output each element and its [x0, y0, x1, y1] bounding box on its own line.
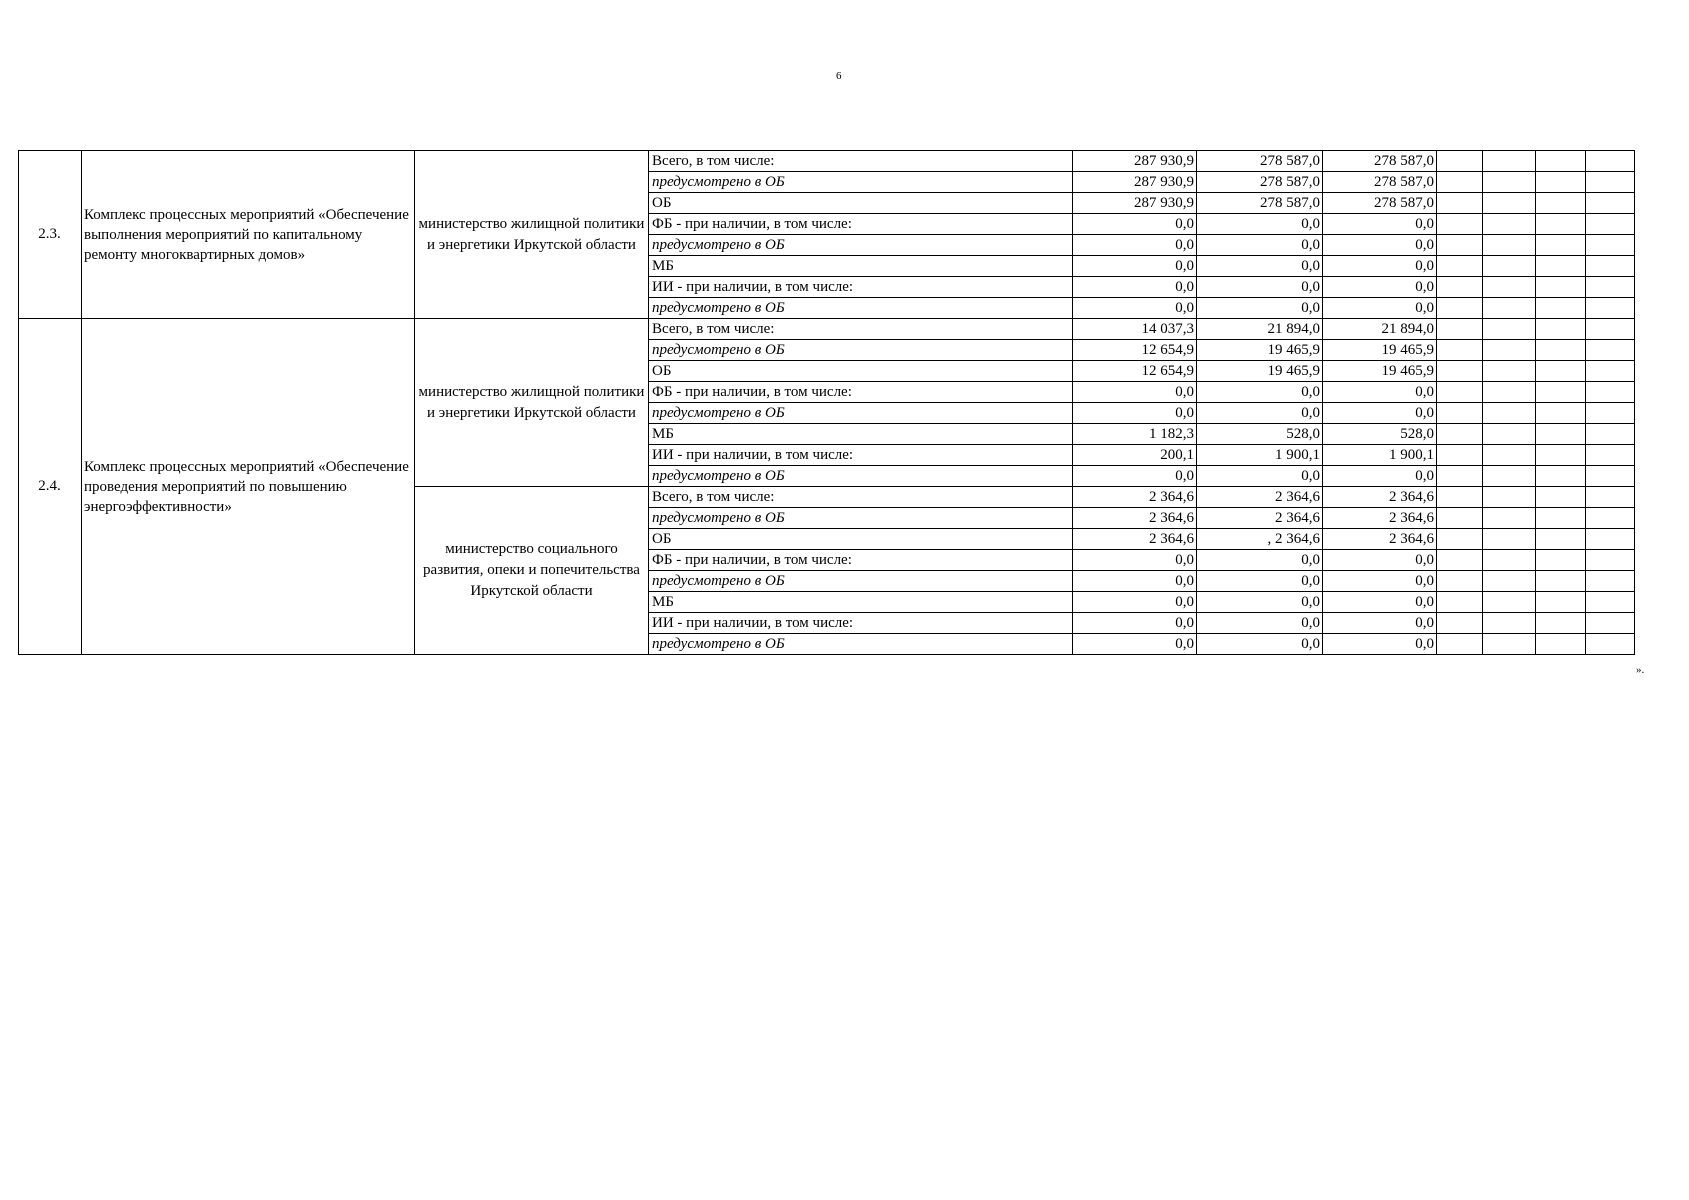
empty-cell: [1586, 445, 1635, 466]
funding-value-year-3: 2 364,6: [1323, 487, 1437, 508]
empty-cell: [1483, 592, 1536, 613]
funding-value-year-3: 0,0: [1323, 466, 1437, 487]
funding-source: МБ: [649, 424, 1073, 445]
empty-cell: [1483, 508, 1536, 529]
empty-cell: [1437, 508, 1483, 529]
empty-cell: [1437, 613, 1483, 634]
funding-value-year-2: 1 900,1: [1197, 445, 1323, 466]
empty-cell: [1586, 340, 1635, 361]
empty-cell: [1586, 361, 1635, 382]
empty-cell: [1483, 256, 1536, 277]
funding-value-year-3: 0,0: [1323, 613, 1437, 634]
responsible-executor: министерство жилищной политики и энергетики Иркутской области: [415, 319, 649, 487]
funding-value-year-2: 0,0: [1197, 214, 1323, 235]
section-number: 2.3.: [19, 151, 82, 319]
empty-cell: [1536, 466, 1586, 487]
empty-cell: [1536, 193, 1586, 214]
funding-value-year-1: 0,0: [1073, 277, 1197, 298]
empty-cell: [1586, 424, 1635, 445]
empty-cell: [1483, 172, 1536, 193]
funding-value-year-1: 287 930,9: [1073, 193, 1197, 214]
empty-cell: [1536, 277, 1586, 298]
empty-cell: [1437, 424, 1483, 445]
funding-value-year-1: 0,0: [1073, 298, 1197, 319]
empty-cell: [1483, 424, 1536, 445]
funding-value-year-1: 0,0: [1073, 466, 1197, 487]
empty-cell: [1586, 319, 1635, 340]
empty-cell: [1586, 613, 1635, 634]
empty-cell: [1536, 319, 1586, 340]
funding-source: Всего, в том числе:: [649, 319, 1073, 340]
empty-cell: [1536, 571, 1586, 592]
funding-value-year-2: 19 465,9: [1197, 361, 1323, 382]
section-number: 2.4.: [19, 319, 82, 655]
empty-cell: [1437, 634, 1483, 655]
funding-value-year-1: 0,0: [1073, 634, 1197, 655]
empty-cell: [1437, 445, 1483, 466]
funding-source: предусмотрено в ОБ: [649, 340, 1073, 361]
empty-cell: [1536, 487, 1586, 508]
empty-cell: [1483, 613, 1536, 634]
funding-value-year-1: 200,1: [1073, 445, 1197, 466]
funding-value-year-3: 0,0: [1323, 256, 1437, 277]
funding-source: ОБ: [649, 361, 1073, 382]
empty-cell: [1586, 508, 1635, 529]
funding-value-year-3: 0,0: [1323, 298, 1437, 319]
funding-value-year-1: 1 182,3: [1073, 424, 1197, 445]
funding-value-year-2: 278 587,0: [1197, 193, 1323, 214]
funding-source: предусмотрено в ОБ: [649, 403, 1073, 424]
empty-cell: [1483, 550, 1536, 571]
funding-value-year-2: 0,0: [1197, 592, 1323, 613]
funding-value-year-1: 14 037,3: [1073, 319, 1197, 340]
funding-source: предусмотрено в ОБ: [649, 235, 1073, 256]
empty-cell: [1437, 277, 1483, 298]
funding-value-year-3: 0,0: [1323, 214, 1437, 235]
empty-cell: [1437, 193, 1483, 214]
funding-value-year-2: 0,0: [1197, 613, 1323, 634]
funding-value-year-1: 0,0: [1073, 382, 1197, 403]
funding-value-year-2: , 2 364,6: [1197, 529, 1323, 550]
empty-cell: [1483, 634, 1536, 655]
empty-cell: [1536, 529, 1586, 550]
funding-value-year-1: 0,0: [1073, 550, 1197, 571]
empty-cell: [1536, 256, 1586, 277]
empty-cell: [1483, 340, 1536, 361]
funding-source: МБ: [649, 256, 1073, 277]
empty-cell: [1586, 487, 1635, 508]
empty-cell: [1536, 151, 1586, 172]
funding-source: предусмотрено в ОБ: [649, 298, 1073, 319]
empty-cell: [1483, 214, 1536, 235]
empty-cell: [1536, 550, 1586, 571]
funding-value-year-3: 0,0: [1323, 277, 1437, 298]
empty-cell: [1437, 466, 1483, 487]
empty-cell: [1483, 361, 1536, 382]
empty-cell: [1586, 172, 1635, 193]
funding-value-year-2: 0,0: [1197, 466, 1323, 487]
empty-cell: [1536, 214, 1586, 235]
empty-cell: [1536, 361, 1586, 382]
empty-cell: [1586, 298, 1635, 319]
table-row: [19, 151, 1635, 172]
empty-cell: [1483, 487, 1536, 508]
empty-cell: [1437, 151, 1483, 172]
funding-value-year-2: 2 364,6: [1197, 487, 1323, 508]
empty-cell: [1586, 571, 1635, 592]
section-name: Комплекс процессных мероприятий «Обеспечение выполнения мероприятий по капитальному ремонту многоквартирных домов»: [82, 151, 415, 319]
funding-value-year-2: 0,0: [1197, 277, 1323, 298]
empty-cell: [1586, 214, 1635, 235]
empty-cell: [1586, 550, 1635, 571]
responsible-executor: министерство социального развития, опеки и попечительства Иркутской области: [415, 487, 649, 655]
empty-cell: [1536, 298, 1586, 319]
empty-cell: [1536, 235, 1586, 256]
empty-cell: [1483, 466, 1536, 487]
funding-value-year-3: 278 587,0: [1323, 193, 1437, 214]
empty-cell: [1586, 235, 1635, 256]
empty-cell: [1536, 340, 1586, 361]
funding-value-year-3: 278 587,0: [1323, 172, 1437, 193]
empty-cell: [1437, 403, 1483, 424]
funding-source: предусмотрено в ОБ: [649, 634, 1073, 655]
funding-value-year-3: 19 465,9: [1323, 361, 1437, 382]
funding-source: ФБ - при наличии, в том числе:: [649, 382, 1073, 403]
empty-cell: [1483, 529, 1536, 550]
funding-value-year-1: 0,0: [1073, 403, 1197, 424]
funding-source: предусмотрено в ОБ: [649, 172, 1073, 193]
section-name: Комплекс процессных мероприятий «Обеспечение проведения мероприятий по повышению энергоэффективности»: [82, 319, 415, 655]
empty-cell: [1437, 256, 1483, 277]
funding-source: ФБ - при наличии, в том числе:: [649, 214, 1073, 235]
empty-cell: [1483, 319, 1536, 340]
empty-cell: [1536, 172, 1586, 193]
funding-value-year-1: 0,0: [1073, 592, 1197, 613]
funding-value-year-3: 0,0: [1323, 235, 1437, 256]
funding-value-year-2: 0,0: [1197, 403, 1323, 424]
funding-value-year-1: 2 364,6: [1073, 508, 1197, 529]
funding-value-year-1: 0,0: [1073, 571, 1197, 592]
empty-cell: [1586, 277, 1635, 298]
empty-cell: [1437, 550, 1483, 571]
funding-value-year-3: 0,0: [1323, 403, 1437, 424]
funding-source: предусмотрено в ОБ: [649, 508, 1073, 529]
funding-value-year-3: 21 894,0: [1323, 319, 1437, 340]
empty-cell: [1437, 340, 1483, 361]
funding-value-year-3: 278 587,0: [1323, 151, 1437, 172]
funding-value-year-2: 528,0: [1197, 424, 1323, 445]
funding-value-year-2: 0,0: [1197, 550, 1323, 571]
funding-value-year-1: 12 654,9: [1073, 340, 1197, 361]
empty-cell: [1586, 529, 1635, 550]
empty-cell: [1437, 592, 1483, 613]
funding-source: ФБ - при наличии, в том числе:: [649, 550, 1073, 571]
end-quote-mark: ».: [1636, 664, 1645, 676]
funding-value-year-2: 0,0: [1197, 256, 1323, 277]
funding-value-year-1: 0,0: [1073, 256, 1197, 277]
page-number: 6: [836, 70, 842, 82]
funding-value-year-2: 2 364,6: [1197, 508, 1323, 529]
empty-cell: [1437, 172, 1483, 193]
funding-value-year-3: 2 364,6: [1323, 508, 1437, 529]
empty-cell: [1586, 256, 1635, 277]
funding-source: ИИ - при наличии, в том числе:: [649, 613, 1073, 634]
empty-cell: [1437, 361, 1483, 382]
funding-value-year-1: 0,0: [1073, 214, 1197, 235]
empty-cell: [1536, 445, 1586, 466]
funding-source: МБ: [649, 592, 1073, 613]
funding-value-year-1: 287 930,9: [1073, 151, 1197, 172]
empty-cell: [1586, 193, 1635, 214]
funding-value-year-2: 278 587,0: [1197, 151, 1323, 172]
empty-cell: [1586, 592, 1635, 613]
empty-cell: [1437, 214, 1483, 235]
funding-value-year-2: 0,0: [1197, 634, 1323, 655]
empty-cell: [1483, 235, 1536, 256]
empty-cell: [1437, 487, 1483, 508]
funding-value-year-1: 0,0: [1073, 613, 1197, 634]
table-row: [19, 319, 1635, 340]
funding-source: Всего, в том числе:: [649, 487, 1073, 508]
funding-value-year-1: 287 930,9: [1073, 172, 1197, 193]
empty-cell: [1586, 151, 1635, 172]
empty-cell: [1483, 193, 1536, 214]
funding-value-year-2: 0,0: [1197, 235, 1323, 256]
funding-value-year-2: 0,0: [1197, 382, 1323, 403]
funding-value-year-2: 0,0: [1197, 571, 1323, 592]
funding-value-year-2: 278 587,0: [1197, 172, 1323, 193]
empty-cell: [1483, 151, 1536, 172]
funding-value-year-3: 0,0: [1323, 550, 1437, 571]
funding-value-year-3: 2 364,6: [1323, 529, 1437, 550]
funding-value-year-3: 0,0: [1323, 634, 1437, 655]
funding-source: ОБ: [649, 529, 1073, 550]
empty-cell: [1586, 382, 1635, 403]
funding-value-year-3: 1 900,1: [1323, 445, 1437, 466]
funding-value-year-2: 19 465,9: [1197, 340, 1323, 361]
empty-cell: [1586, 403, 1635, 424]
empty-cell: [1437, 382, 1483, 403]
funding-source: ОБ: [649, 193, 1073, 214]
empty-cell: [1536, 613, 1586, 634]
empty-cell: [1437, 319, 1483, 340]
funding-value-year-2: 0,0: [1197, 298, 1323, 319]
funding-value-year-1: 12 654,9: [1073, 361, 1197, 382]
empty-cell: [1437, 571, 1483, 592]
empty-cell: [1483, 298, 1536, 319]
funding-value-year-3: 0,0: [1323, 571, 1437, 592]
empty-cell: [1437, 529, 1483, 550]
empty-cell: [1536, 424, 1586, 445]
empty-cell: [1483, 403, 1536, 424]
empty-cell: [1483, 277, 1536, 298]
empty-cell: [1536, 634, 1586, 655]
empty-cell: [1483, 382, 1536, 403]
funding-value-year-3: 528,0: [1323, 424, 1437, 445]
empty-cell: [1536, 508, 1586, 529]
funding-source: предусмотрено в ОБ: [649, 571, 1073, 592]
empty-cell: [1586, 634, 1635, 655]
empty-cell: [1483, 445, 1536, 466]
responsible-executor: министерство жилищной политики и энергетики Иркутской области: [415, 151, 649, 319]
funding-source: ИИ - при наличии, в том числе:: [649, 445, 1073, 466]
funding-source: ИИ - при наличии, в том числе:: [649, 277, 1073, 298]
empty-cell: [1437, 235, 1483, 256]
empty-cell: [1536, 403, 1586, 424]
budget-table: [18, 150, 1635, 655]
empty-cell: [1586, 466, 1635, 487]
funding-value-year-3: 19 465,9: [1323, 340, 1437, 361]
empty-cell: [1536, 382, 1586, 403]
empty-cell: [1536, 592, 1586, 613]
empty-cell: [1483, 571, 1536, 592]
funding-value-year-1: 0,0: [1073, 235, 1197, 256]
empty-cell: [1437, 298, 1483, 319]
funding-source: Всего, в том числе:: [649, 151, 1073, 172]
funding-value-year-2: 21 894,0: [1197, 319, 1323, 340]
funding-value-year-3: 0,0: [1323, 592, 1437, 613]
funding-source: предусмотрено в ОБ: [649, 466, 1073, 487]
funding-value-year-1: 2 364,6: [1073, 529, 1197, 550]
funding-value-year-3: 0,0: [1323, 382, 1437, 403]
funding-value-year-1: 2 364,6: [1073, 487, 1197, 508]
